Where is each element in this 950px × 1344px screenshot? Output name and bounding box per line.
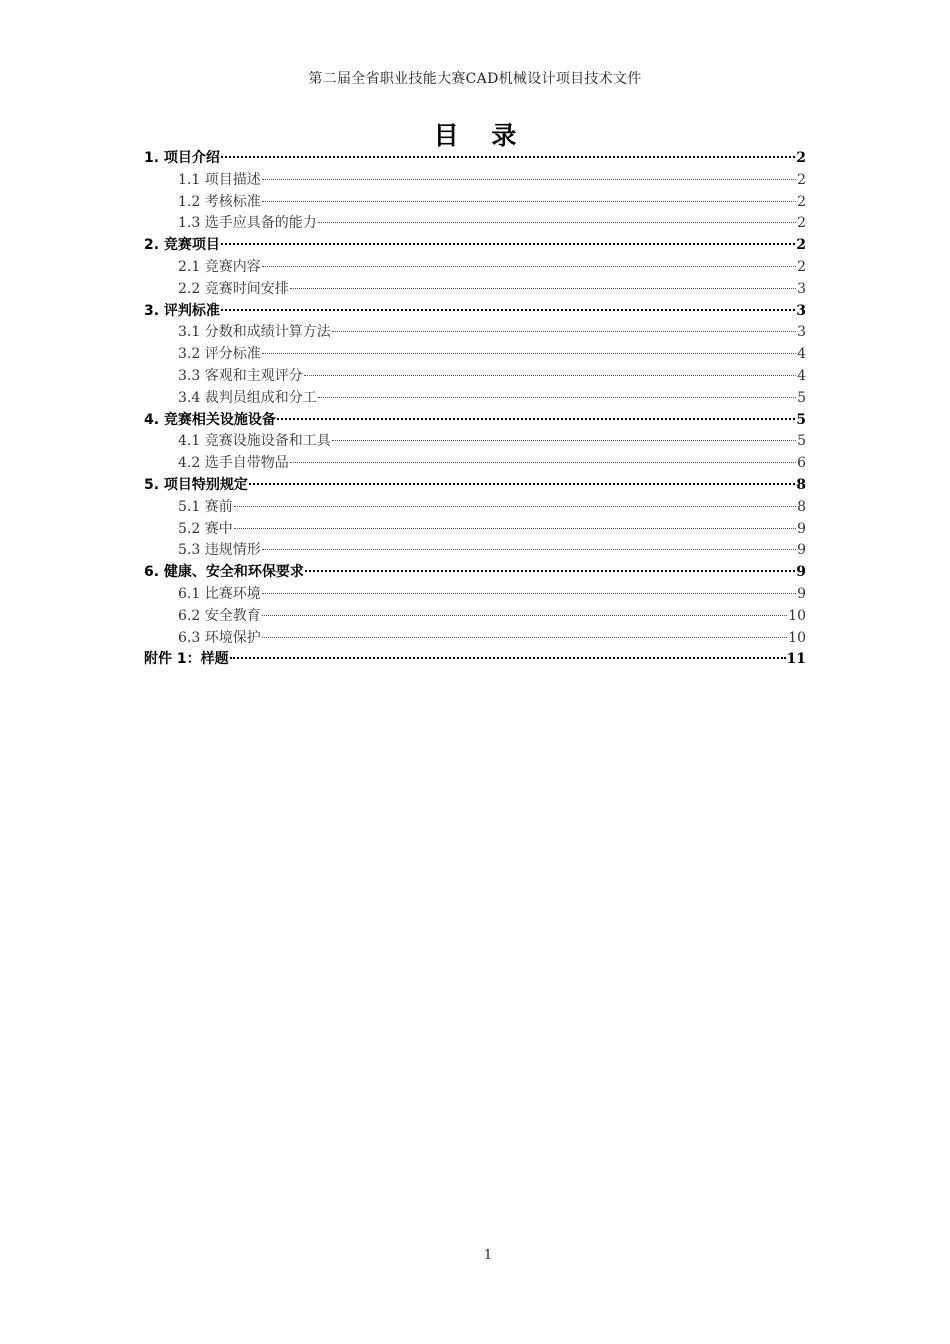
- toc-section-entry[interactable]: [144, 235, 806, 257]
- toc-entry-page-number: 10: [788, 629, 806, 646]
- toc-section-entry[interactable]: [144, 148, 806, 170]
- toc-entry-label: 1.1 项目描述: [178, 171, 261, 188]
- toc-dot-leader: [318, 222, 796, 223]
- toc-entry-label: 3.3 客观和主观评分: [178, 367, 303, 384]
- toc-entry-page-number: 9: [797, 520, 806, 537]
- toc-subsection-entry[interactable]: [144, 257, 806, 279]
- toc-entry-label: 6.3 环境保护: [178, 629, 261, 646]
- toc-entry-page-number: 9: [797, 585, 806, 602]
- toc-subsection-entry[interactable]: [144, 584, 806, 606]
- toc-subsection-entry[interactable]: [144, 628, 806, 650]
- toc-subsection-entry[interactable]: [144, 213, 806, 235]
- toc-entry-label: 附件 1：样题: [144, 651, 229, 668]
- toc-dot-leader: [262, 353, 796, 354]
- toc-entry-label: 2.2 竞赛时间安排: [178, 280, 289, 297]
- toc-dot-leader: [262, 179, 796, 180]
- toc-entry-page-number: 3: [797, 324, 806, 341]
- toc-subsection-entry[interactable]: [144, 453, 806, 475]
- toc-entry-page-number: 2: [796, 150, 806, 166]
- page-number: 1: [483, 1248, 493, 1263]
- toc-entry-page-number: 2: [797, 258, 806, 275]
- toc-entry-page-number: 2: [796, 237, 806, 254]
- toc-dot-leader: [262, 615, 787, 616]
- toc-dot-leader: [290, 462, 796, 463]
- toc-entry-label: 3.4 裁判员组成和分工: [178, 389, 317, 406]
- toc-entry-page-number: 9: [797, 542, 806, 559]
- toc-section-entry[interactable]: [144, 475, 806, 497]
- toc-entry-label: 4.2 选手自带物品: [178, 455, 289, 472]
- toc-section-entry[interactable]: [144, 649, 806, 671]
- toc-dot-leader: [277, 418, 795, 420]
- toc-dot-leader: [318, 397, 796, 398]
- toc-dot-leader: [221, 156, 795, 158]
- toc-entry-page-number: 5: [797, 433, 806, 450]
- toc-dot-leader: [249, 483, 795, 485]
- toc-dot-leader: [305, 570, 795, 572]
- toc-subsection-entry[interactable]: [144, 606, 806, 628]
- toc-dot-leader: [262, 593, 796, 594]
- toc-entry-label: 5.1 赛前: [178, 498, 233, 515]
- toc-entry-label: 6.1 比赛环境: [178, 585, 261, 602]
- toc-dot-leader: [230, 657, 786, 659]
- table-of-contents: [144, 148, 806, 671]
- toc-dot-leader: [234, 506, 796, 507]
- toc-dot-leader: [234, 528, 796, 529]
- toc-entry-label: 1.3 选手应具备的能力: [178, 215, 317, 232]
- toc-dot-leader: [262, 266, 796, 267]
- toc-entry-page-number: 5: [797, 389, 806, 406]
- toc-subsection-entry[interactable]: [144, 540, 806, 562]
- toc-entry-page-number: 6: [797, 455, 806, 472]
- toc-entry-label: 2.1 竞赛内容: [178, 258, 261, 275]
- toc-dot-leader: [304, 375, 796, 376]
- toc-entry-label: 3. 评判标准: [144, 302, 220, 319]
- toc-entry-page-number: 9: [796, 564, 806, 581]
- toc-dot-leader: [221, 309, 795, 311]
- toc-subsection-entry[interactable]: [144, 431, 806, 453]
- page-header: 第二届全省职业技能大赛CAD机械设计项目技术文件: [308, 71, 642, 87]
- toc-subsection-entry[interactable]: [144, 344, 806, 366]
- toc-entry-page-number: 5: [796, 411, 806, 428]
- toc-entry-label: 3.1 分数和成绩计算方法: [178, 324, 331, 341]
- toc-subsection-entry[interactable]: [144, 192, 806, 214]
- toc-entry-page-number: 2: [797, 215, 806, 232]
- toc-dot-leader: [332, 331, 796, 332]
- toc-title: 目 录: [433, 121, 529, 150]
- toc-subsection-entry[interactable]: [144, 497, 806, 519]
- toc-entry-label: 6.2 安全教育: [178, 607, 261, 624]
- toc-entry-page-number: 8: [796, 476, 806, 493]
- toc-entry-label: 2. 竞赛项目: [144, 237, 220, 254]
- toc-entry-page-number: 2: [797, 193, 806, 210]
- toc-subsection-entry[interactable]: [144, 279, 806, 301]
- toc-subsection-entry[interactable]: [144, 388, 806, 410]
- toc-dot-leader: [262, 201, 796, 202]
- toc-entry-label: 6. 健康、安全和环保要求: [144, 564, 304, 581]
- toc-entry-label: 1. 项目介绍: [144, 150, 220, 166]
- toc-entry-page-number: 8: [797, 498, 806, 515]
- toc-dot-leader: [221, 243, 795, 245]
- toc-dot-leader: [262, 549, 796, 550]
- toc-entry-label: 4.1 竞赛设施设备和工具: [178, 433, 331, 450]
- toc-entry-label: 4. 竞赛相关设施设备: [144, 411, 276, 428]
- toc-entry-page-number: 4: [797, 367, 806, 384]
- toc-dot-leader: [290, 288, 796, 289]
- toc-entry-page-number: 3: [797, 280, 806, 297]
- toc-entry-label: 1.2 考核标准: [178, 193, 261, 210]
- toc-entry-page-number: 4: [797, 346, 806, 363]
- toc-dot-leader: [262, 637, 787, 638]
- toc-entry-label: 3.2 评分标准: [178, 346, 261, 363]
- toc-subsection-entry[interactable]: [144, 519, 806, 541]
- toc-entry-label: 5.2 赛中: [178, 520, 233, 537]
- toc-section-entry[interactable]: [144, 301, 806, 323]
- toc-entry-page-number: 2: [797, 171, 806, 188]
- toc-entry-page-number: 10: [788, 607, 806, 624]
- toc-subsection-entry[interactable]: [144, 322, 806, 344]
- toc-entry-page-number: 11: [786, 651, 806, 668]
- toc-subsection-entry[interactable]: [144, 170, 806, 192]
- toc-section-entry[interactable]: [144, 410, 806, 432]
- toc-subsection-entry[interactable]: [144, 366, 806, 388]
- toc-section-entry[interactable]: [144, 562, 806, 584]
- toc-dot-leader: [332, 440, 796, 441]
- toc-entry-label: 5.3 违规情形: [178, 542, 261, 559]
- toc-entry-label: 5. 项目特别规定: [144, 476, 248, 493]
- toc-entry-page-number: 3: [796, 302, 806, 319]
